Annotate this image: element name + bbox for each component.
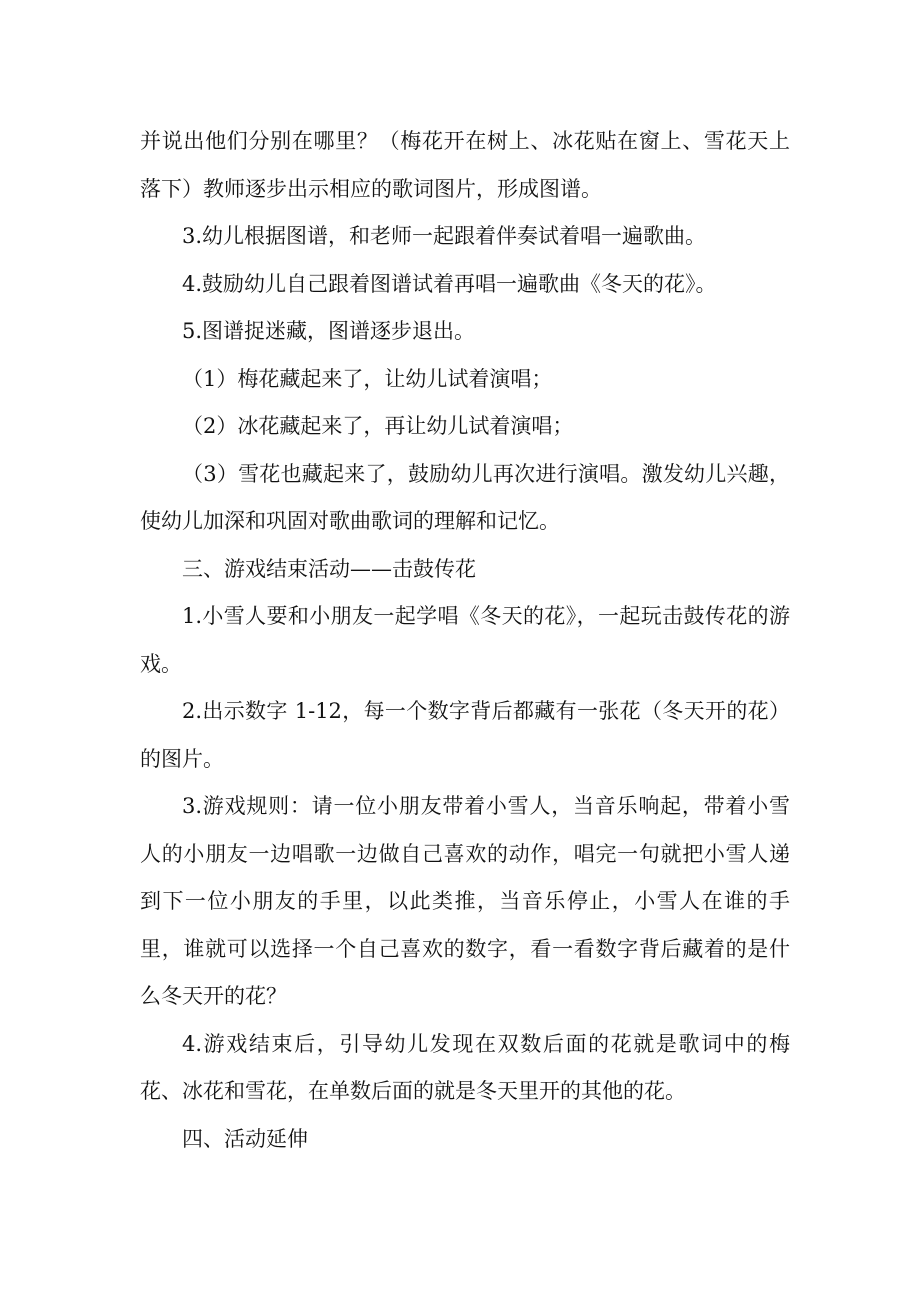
document-body: [140, 118, 790, 1163]
paragraph-step-4: 4.鼓励幼儿自己跟着图谱试着再唱一遍歌曲《冬天的花》。: [182, 271, 717, 296]
paragraph-game-4: 4.游戏结束后，引导幼儿发现在双数后面的花就是歌词中的梅花、冰花和雪花，在单数后面的就是冬天里开的其他的花。: [140, 1031, 790, 1103]
paragraph-substep-2: （2）冰花藏起来了，再让幼儿试着演唱；: [182, 414, 574, 438]
paragraph-game-rules: 3.游戏规则：请一位小朋友带着小雪人，当音乐响起，带着小雪人的小朋友一边唱歌一边做自己喜欢的动作，唱完一句就把小雪人递到下一位小朋友的手里，以此类推，当音乐停止，小雪人在谁的手里，谁就可以选择一个自己喜欢的数字，看一看数字背后藏着的是什么冬天开的花？: [140, 794, 790, 1008]
paragraph-substep-3: （3）雪花也藏起来了，鼓励幼儿再次进行演唱。激发幼儿兴趣，使幼儿加深和巩固对歌曲歌词的理解和记忆。: [140, 461, 790, 533]
paragraph-substep-1: （1）梅花藏起来了，让幼儿试着演唱；: [182, 366, 553, 391]
paragraph-game-1: 1.小雪人要和小朋友一起学唱《冬天的花》，一起玩击鼓传花的游戏。: [140, 604, 790, 676]
paragraph-continued: 并说出他们分别在哪里？（梅花开在树上、冰花贴在窗上、雪花天上落下）教师逐步出示相应的歌词图片，形成图谱。: [140, 129, 790, 201]
paragraph-step-3: 3.幼儿根据图谱，和老师一起跟着伴奏试着唱一遍歌曲。: [182, 224, 707, 248]
section-heading-4: 四、活动延伸: [182, 1126, 308, 1151]
paragraph-step-5: 5.图谱捉迷藏，图谱逐步退出。: [182, 319, 476, 343]
section-heading-3: 三、游戏结束活动——击鼓传花: [182, 556, 476, 581]
paragraph-game-2: 2.出示数字 1-12，每一个数字背后都藏有一张花（冬天开的花）的图片。: [140, 699, 790, 771]
